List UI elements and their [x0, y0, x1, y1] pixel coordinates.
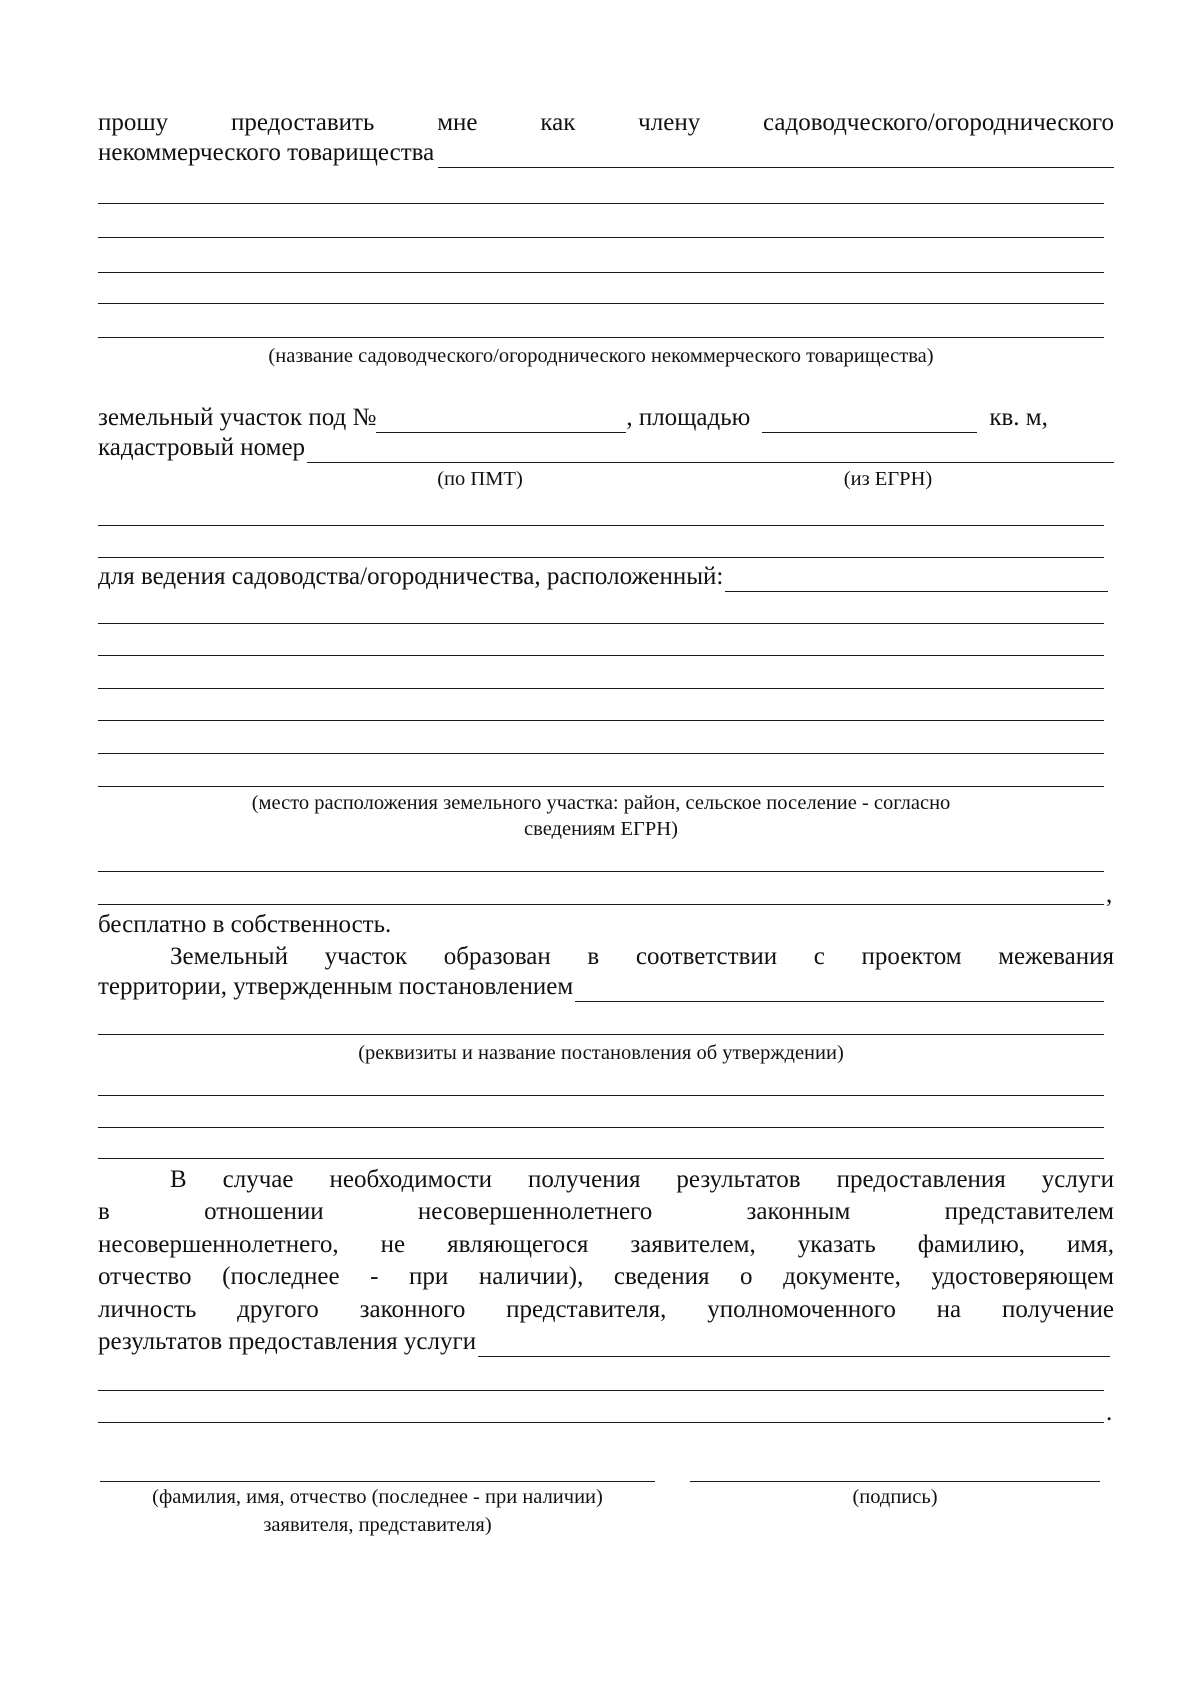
minor-line-1: В случае необходимости получения результатов предоставления услуги [170, 1166, 1114, 1193]
resolution-input-line[interactable] [575, 979, 1104, 1002]
applicant-name-caption-line-1: (фамилия, имя, отчество (последнее - при наличии) [152, 1486, 603, 1508]
partnership-line-6[interactable] [98, 337, 1104, 338]
intro-line-1: прошу предоставить мне как члену садоводческого/огороднического [98, 109, 1114, 136]
plot-extra-line-2[interactable] [98, 557, 1104, 558]
area-input-line[interactable] [762, 410, 977, 433]
partnership-name-caption: (название садоводческого/огороднического некоммерческого товарищества) [268, 345, 934, 367]
minor-line-extra-1[interactable] [98, 1390, 1104, 1391]
cadastral-input-line[interactable] [307, 440, 1114, 463]
applicant-name-line[interactable] [100, 1481, 655, 1482]
resolution-line-3[interactable] [98, 1095, 1104, 1096]
partnership-line-4[interactable] [98, 272, 1104, 273]
resolution-line-2[interactable] [98, 1034, 1104, 1035]
location-caption-line-2: сведениям ЕГРН) [524, 818, 678, 840]
location-line-6[interactable] [98, 753, 1104, 754]
location-line-3[interactable] [98, 655, 1104, 656]
location-line-9[interactable] [98, 904, 1104, 905]
location-line-8[interactable] [98, 871, 1104, 872]
formation-line-1: Земельный участок образован в соответствии с проектом межевания [170, 943, 1114, 970]
resolution-label: территории, утвержденным постановлением [98, 973, 574, 1000]
partnership-label: некоммерческого товарищества [98, 139, 435, 166]
resolution-line-4[interactable] [98, 1127, 1104, 1128]
minor-line-5: личность другого законного представителя, уполномоченного на получение [98, 1296, 1114, 1323]
egrn-caption: (из ЕГРН) [843, 468, 933, 490]
minor-line-2: в отношении несовершеннолетнего законным представителем [98, 1198, 1114, 1225]
trailing-period: . [1106, 1399, 1113, 1426]
partnership-input-line[interactable] [438, 145, 1114, 168]
minor-line-3: несовершеннолетнего, не являющегося заявителем, указать фамилию, имя, [98, 1231, 1114, 1258]
purpose-label: для ведения садоводства/огородничества, расположенный: [98, 563, 724, 590]
cadastral-label: кадастровый номер [98, 434, 306, 461]
minor-line-extra-2[interactable] [98, 1422, 1104, 1423]
resolution-line-5[interactable] [98, 1158, 1104, 1159]
minor-result-row [98, 1327, 1110, 1357]
minor-result-input-line[interactable] [478, 1334, 1110, 1357]
location-caption-line-1: (место расположения земельного участка: район, сельское поселение - согласно [251, 792, 951, 814]
partnership-line-3[interactable] [98, 237, 1104, 238]
signature-caption: (подпись) [852, 1486, 938, 1508]
location-line-2[interactable] [98, 623, 1104, 624]
ownership-text: бесплатно в собственность. [98, 911, 392, 938]
applicant-name-caption-line-2: заявителя, представителя) [263, 1514, 492, 1536]
cadastral-row [98, 433, 1114, 463]
plot-number-input-line[interactable] [376, 410, 626, 433]
partnership-line-2[interactable] [98, 203, 1104, 204]
partnership-line-5[interactable] [98, 303, 1104, 304]
location-input-line[interactable] [725, 569, 1108, 592]
plot-number-label: земельный участок под № [98, 404, 377, 431]
minor-line-4: отчество (последнее - при наличии), сведения о документе, удостоверяющем [98, 1263, 1114, 1290]
location-line-5[interactable] [98, 720, 1104, 721]
partnership-field-row [98, 138, 1114, 168]
signature-line[interactable] [690, 1481, 1100, 1482]
location-line-4[interactable] [98, 688, 1104, 689]
area-label: , площадью [626, 404, 751, 431]
minor-result-label: результатов предоставления услуги [98, 1328, 477, 1355]
plot-extra-line-1[interactable] [98, 525, 1104, 526]
purpose-row [98, 562, 1108, 592]
resolution-caption: (реквизиты и название постановления об утверждении) [358, 1042, 844, 1064]
resolution-row [98, 972, 1104, 1002]
location-line-7[interactable] [98, 786, 1104, 787]
pmt-caption: (по ПМТ) [437, 468, 523, 490]
plot-number-row [98, 403, 1114, 433]
trailing-comma: , [1106, 881, 1113, 908]
area-unit: кв. м, [989, 404, 1048, 431]
